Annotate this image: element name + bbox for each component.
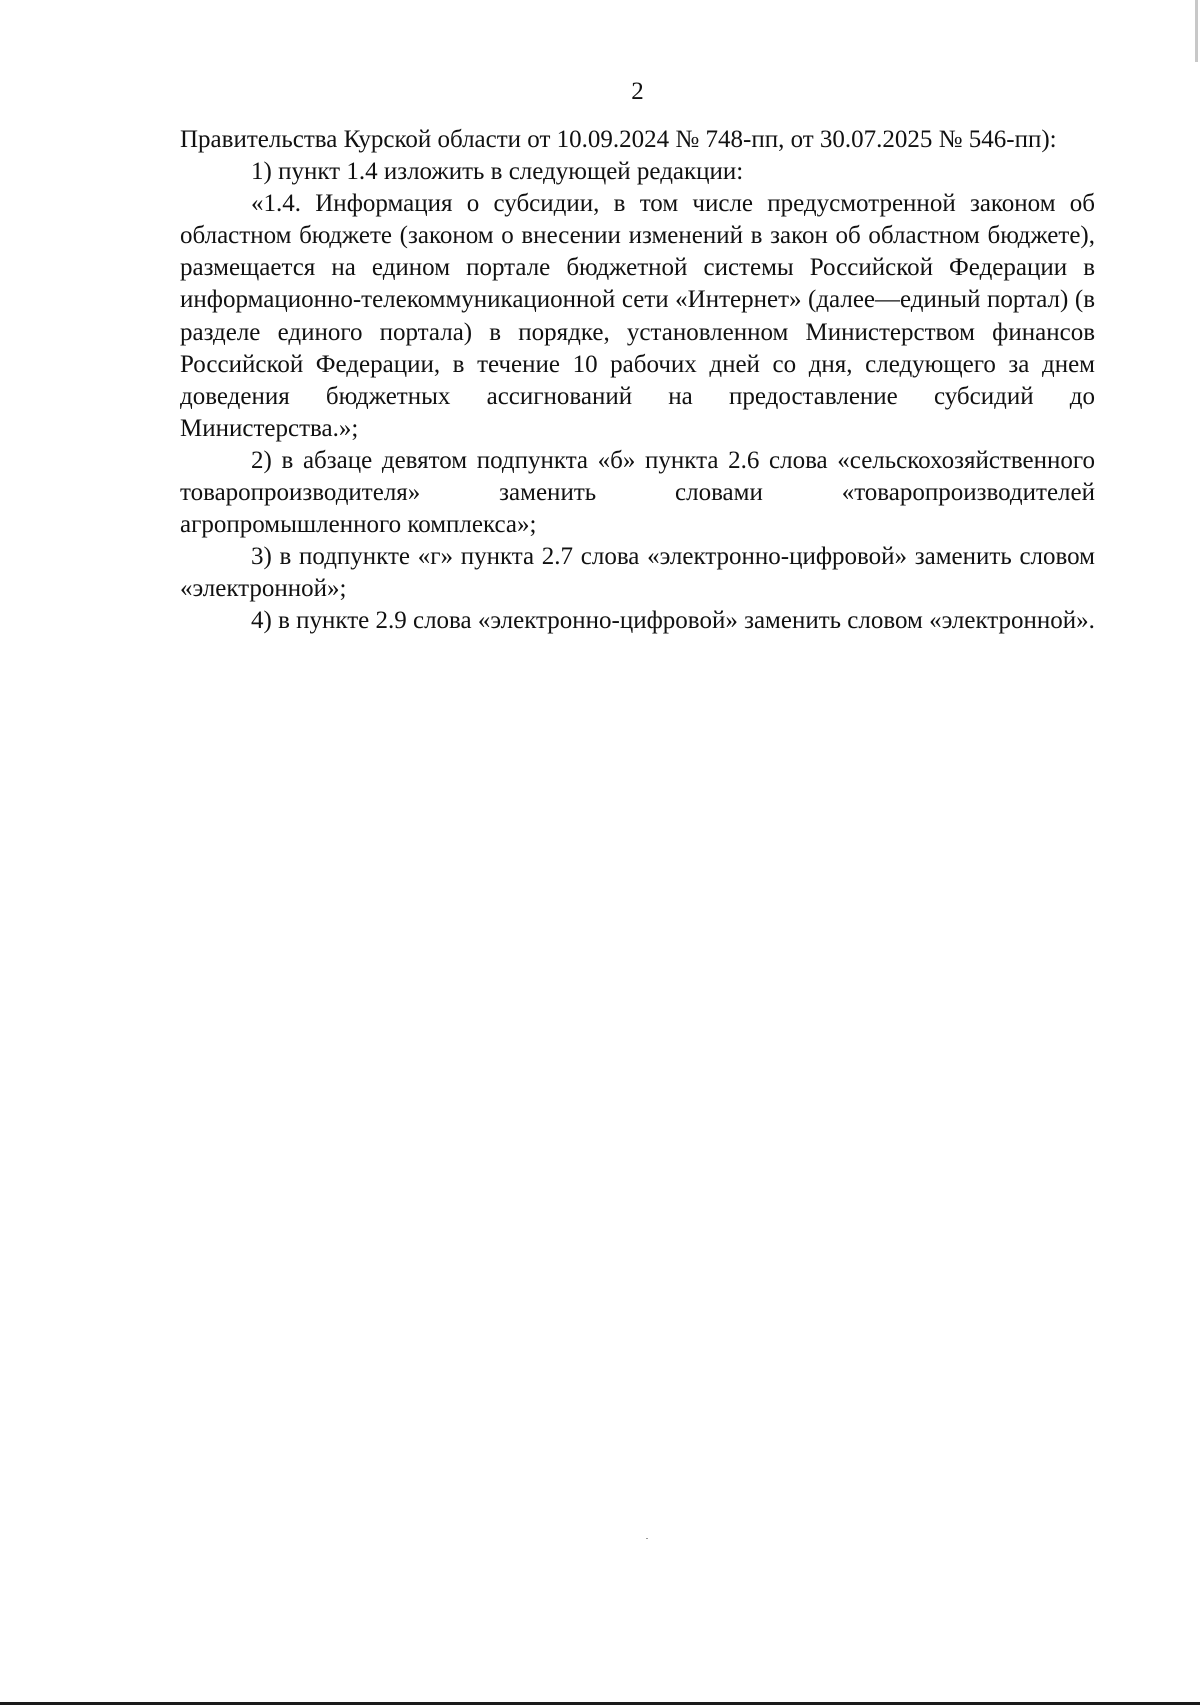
paragraph-item-2: 2) в абзаце девятом подпункта «б» пункта 2.6 слова «сельскохозяйственного товаропроизводителя» заменить словами «товаропроизводителей агропромышленного комплекса»; [180, 446, 1095, 539]
paragraph-continuation: Правительства Курской области от 10.09.2024 № 748-пп, от 30.07.2025 № 546-пп): [180, 126, 1057, 153]
document-body [180, 124, 1095, 638]
paragraph-item-4: 4) в пункте 2.9 слова «электронно-цифровой» заменить словом «электронной». [251, 607, 1095, 635]
scan-edge-artifact [1195, 0, 1198, 62]
scan-dust-mark [646, 1538, 648, 1539]
paragraph-item-3: 3) в подпункте «г» пункта 2.7 слова «электронно-цифровой» заменить словом «электронной»; [180, 543, 1095, 603]
paragraph-item-1: 1) пункт 1.4 изложить в следующей редакции: [251, 158, 744, 186]
paragraph-item-1-quote: «1.4. Информация о субсидии, в том числе предусмотренной законом об областном бюджете (законом о внесении изменений в закон об областном бюджете), размещается на едином портале бюджетной системы Российской Федерации в информационно-телекоммуникационной сети «Интернет» (далее—единый портал) (в разделе единого портала) в порядке, установленном Министерством финансов Российской Федерации, в течение 10 рабочих дней со дня, следующего за днем доведения бюджетных ассигнований на предоставление субсидий до Министерства.»; [180, 190, 1095, 442]
page-number: 2 [631, 78, 644, 105]
